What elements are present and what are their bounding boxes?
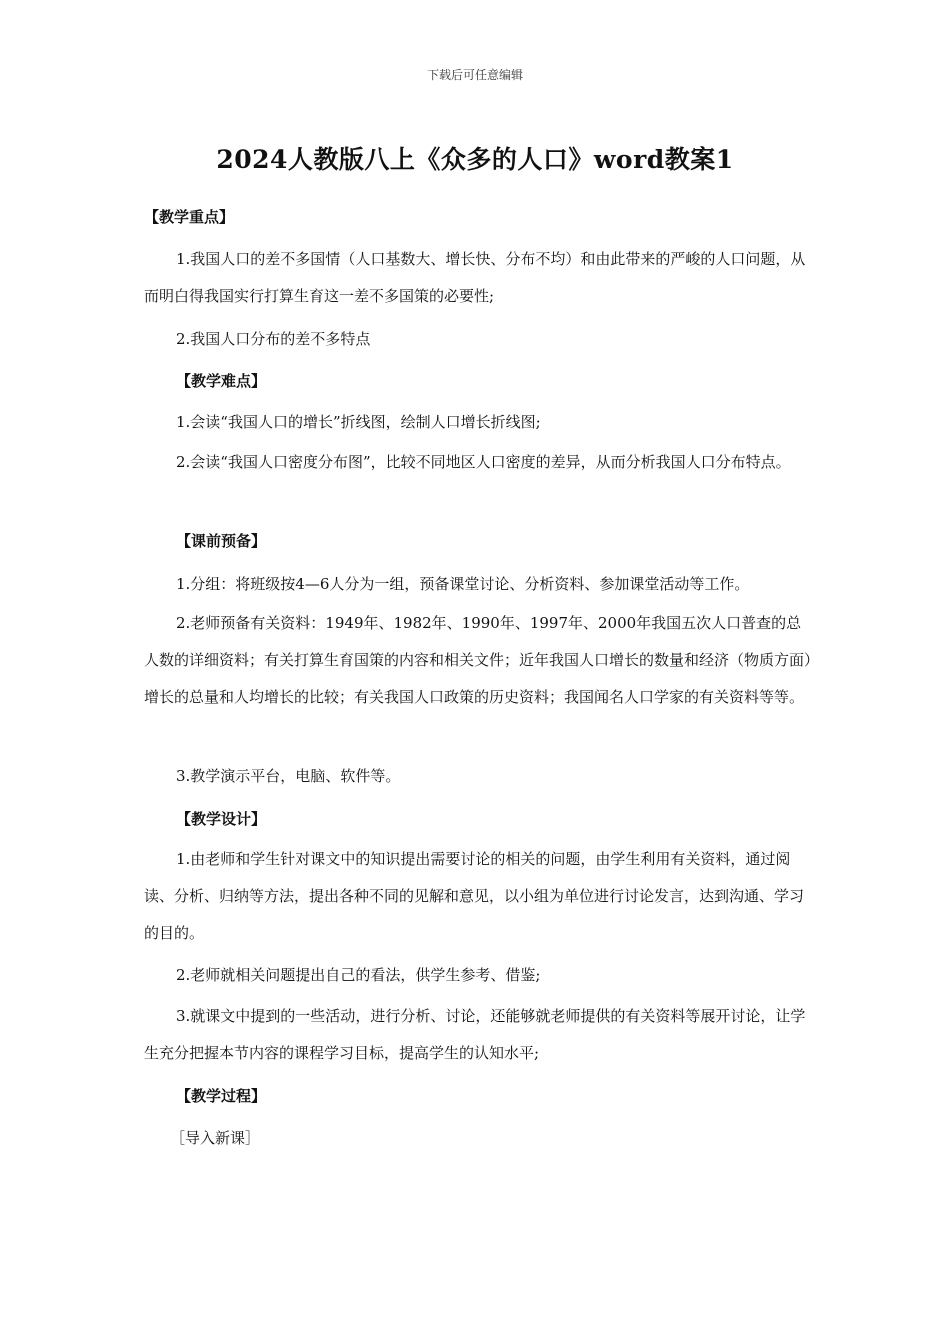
preparation-2 bbox=[144, 605, 816, 716]
section-heading-design: 【教学设计】 bbox=[176, 810, 267, 828]
key-point-2: 2.我国人口分布的差不多特点 bbox=[176, 330, 371, 348]
process-intro: ［导入新课］ bbox=[170, 1129, 261, 1147]
section-heading-process: 【教学过程】 bbox=[176, 1087, 267, 1105]
header-note: 下载后可任意编辑 bbox=[426, 68, 523, 82]
design-1-text: 1.由老师和学生针对课文中的知识提出需要讨论的相关的问题，由学生利用有关资料，通过阅读、分析、归纳等方法，提出各种不同的见解和意见，以小组为单位进行讨论发言，达到沟通、学习的目的。 bbox=[144, 850, 805, 942]
section-heading-key-points: 【教学重点】 bbox=[144, 208, 235, 226]
difficulty-2-text: 2.会读“我国人口密度分布图”，比较不同地区人口密度的差异，从而分析我国人口分布特点。 bbox=[176, 453, 791, 471]
preparation-2-text: 2.老师预备有关资料：1949年、1982年、1990年、1997年、2000年我国五次人口普查的总人数的详细资料；有关打算生育国策的内容和相关文件；近年我国人口增长的数量和经济（物质方面）增长的总量和人均增长的比较；有关我国人口政策的历史资料；我国闻名人口学家的有关资料等等。 bbox=[144, 614, 812, 706]
difficulty-1: 1.会读“我国人口的增长”折线图，绘制人口增长折线图; bbox=[176, 413, 541, 431]
key-point-1-text: 1.我国人口的差不多国情（人口基数大、增长快、分布不均）和由此带来的严峻的人口问题，从而明白得我国实行打算生育这一差不多国策的必要性; bbox=[144, 250, 806, 305]
key-point-1 bbox=[144, 241, 816, 315]
design-3 bbox=[144, 998, 816, 1072]
design-1 bbox=[144, 841, 816, 952]
difficulty-2 bbox=[144, 444, 816, 481]
section-heading-difficulties: 【教学难点】 bbox=[176, 372, 267, 390]
section-heading-preparation: 【课前预备】 bbox=[176, 532, 267, 550]
preparation-1: 1.分组：将班级按4—6人分为一组，预备课堂讨论、分析资料、参加课堂活动等工作。 bbox=[176, 575, 750, 593]
preparation-3: 3.教学演示平台，电脑、软件等。 bbox=[176, 767, 401, 785]
design-2: 2.老师就相关问题提出自己的看法，供学生参考、借鉴; bbox=[176, 966, 541, 984]
design-3-text: 3.就课文中提到的一些活动，进行分析、讨论，还能够就老师提供的有关资料等展开讨论，让学生充分把握本节内容的课程学习目标，提高学生的认知水平; bbox=[144, 1007, 806, 1062]
document-title: 2024人教版八上《众多的人口》word教案1 bbox=[216, 145, 734, 174]
